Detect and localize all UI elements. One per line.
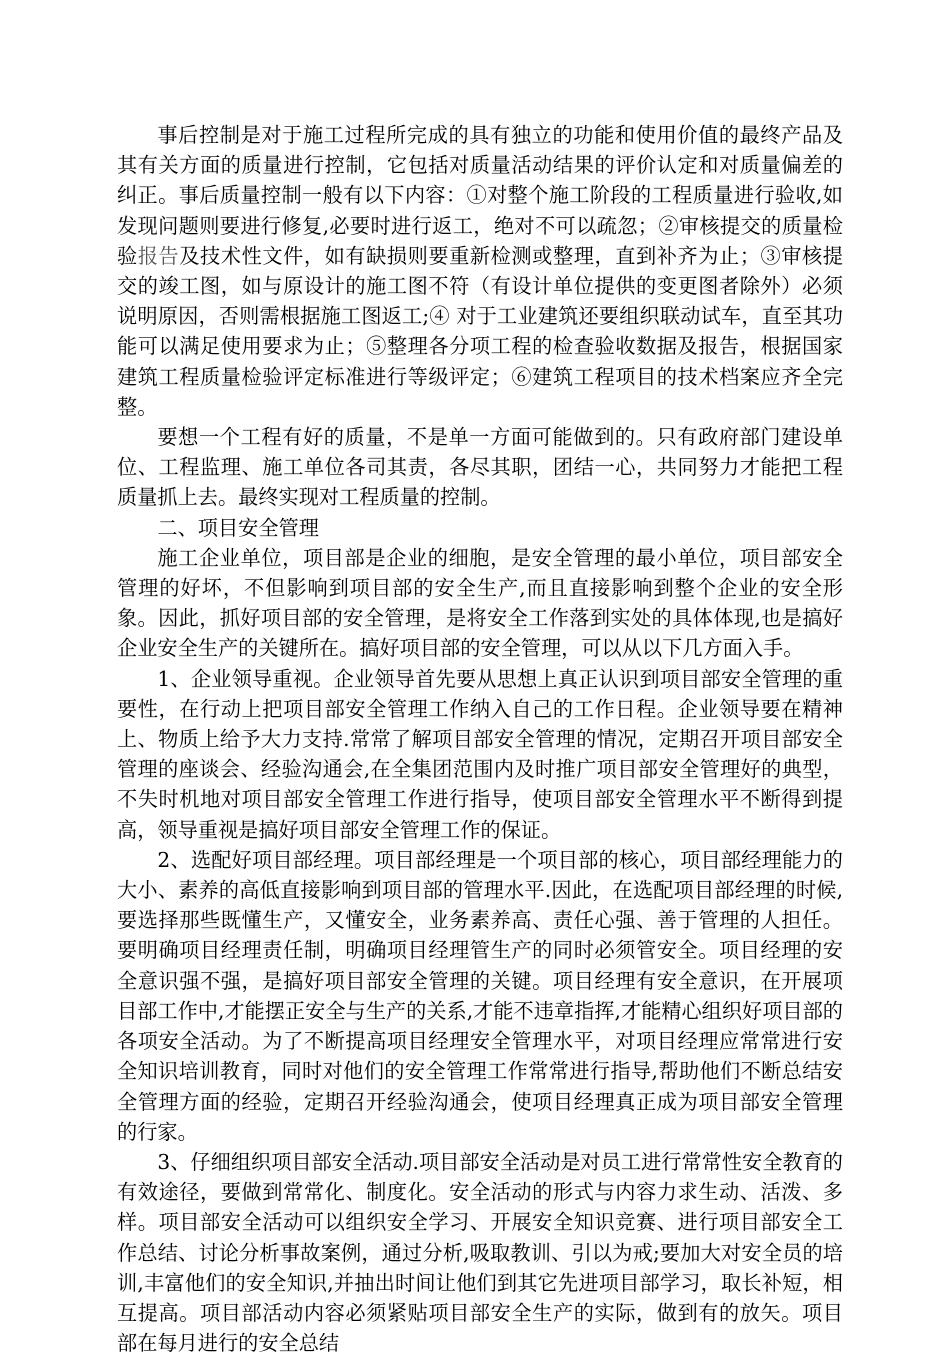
paragraph-safety-intro: 施工企业单位，项目部是企业的细胞，是安全管理的最小单位，项目部安全管理的好坏，不但影响到项目部的安全生产,而且直接影响到整个企业的安全形象。因此，抓好项目部的安全管理，是将安全工作落到实处的具体体现,也是搞好企业安全生产的关键所在。搞好项目部的安全管理，可以从以下几方面入手。 [117,545,843,661]
paragraph-post-control-text-b: 及技术性文件，如有缺损则要重新检测或整理，直到补齐为止；③审核提交的竣工图，如与原设计的施工图不符（有设计单位提供的变更图者除外）必须说明原因，否则需根据施工图返工;④ 对于工业建筑还要组织联动试车，直至其功能可以满足使用要求为止；⑤整理各分项工程的检查验收数据及报告，根据国家建筑工程质量检验评定标准进行等级评定；⑥建筑工程项目的技术档案应齐全完整。 [117,243,843,419]
paragraph-safety-activities: 3、仔细组织项目部安全活动.项目部安全活动是对员工进行常常性安全教育的有效途径，要做到常常化、制度化。安全活动的形式与内容力求生动、活泼、多样。项目部安全活动可以组织安全学习、开展安全知识竞赛、进行项目部安全工作总结、讨论分析事故案例，通过分析,吸取教训、引以为戒;要加大对安全员的培训,丰富他们的安全知识,并抽出时间让他们到其它先进项目部学习，取长补短，相互提高。项目部活动内容必须紧贴项目部安全生产的实际，做到有的放矢。项目部在每月进行的安全总结 [117,1149,843,1356]
section-heading-safety: 二、项目安全管理 [157,515,319,540]
document-page [117,120,843,1358]
paragraph-manager-selection: 2、选配好项目部经理。项目部经理是一个项目部的核心，项目部经理能力的大小、素养的高低直接影响到项目部的管理水平.因此，在选配项目部经理的时候,要选择那些既懂生产，又懂安全，业务素养高、责任心强、善于管理的人担任。要明确项目经理责任制，明确项目经理管生产的同时必须管安全。项目经理的安全意识强不强，是搞好项目部安全管理的关键。项目经理有安全意识，在开展项目部工作中,才能摆正安全与生产的关系,才能不违章指挥,才能精心组织好项目部的各项安全活动。为了不断提高项目经理安全管理水平，对项目经理应常常进行安全知识培训教育，同时对他们的安全管理工作常常进行指导,帮助他们不断总结安全管理方面的经验，定期召开经验沟通会，使项目经理真正成为项目部安全管理的行家。 [117,847,843,1144]
paragraph-post-control-highlight: 报告 [137,243,180,268]
paragraph-post-control-text-a: 事后控制是对于施工过程所完成的具有独立的功能和使用价值的最终产品及其有关方面的质量进行控制，它包括对质量活动结果的评价认定和对质量偏差的纠正。事后质量控制一般有以下内容：①对整个施工阶段的工程质量进行验收,如发现问题则要进行修复,必要时进行返工，绝对不可以疏忽；②审核提交的质量检验 [117,123,843,268]
paragraph-quality-summary: 要想一个工程有好的质量，不是单一方面可能做到的。只有政府部门建设单位、工程监理、施工单位各司其责，各尽其职，团结一心，共同努力才能把工程质量抓上去。最终实现对工程质量的控制。 [117,425,843,510]
paragraph-post-control [117,120,843,422]
paragraph-leadership: 1、企业领导重视。企业领导首先要从思想上真正认识到项目部安全管理的重要性，在行动上把项目部安全管理工作纳入自己的工作日程。企业领导要在精神上、物质上给予大力支持.常常了解项目部安全管理的情况，定期召开项目部安全管理的座谈会、经验沟通会,在全集团范围内及时推广项目部安全管理好的典型，不失时机地对项目部安全管理工作进行指导，使项目部安全管理水平不断得到提高，领导重视是搞好项目部安全管理工作的保证。 [117,666,843,842]
